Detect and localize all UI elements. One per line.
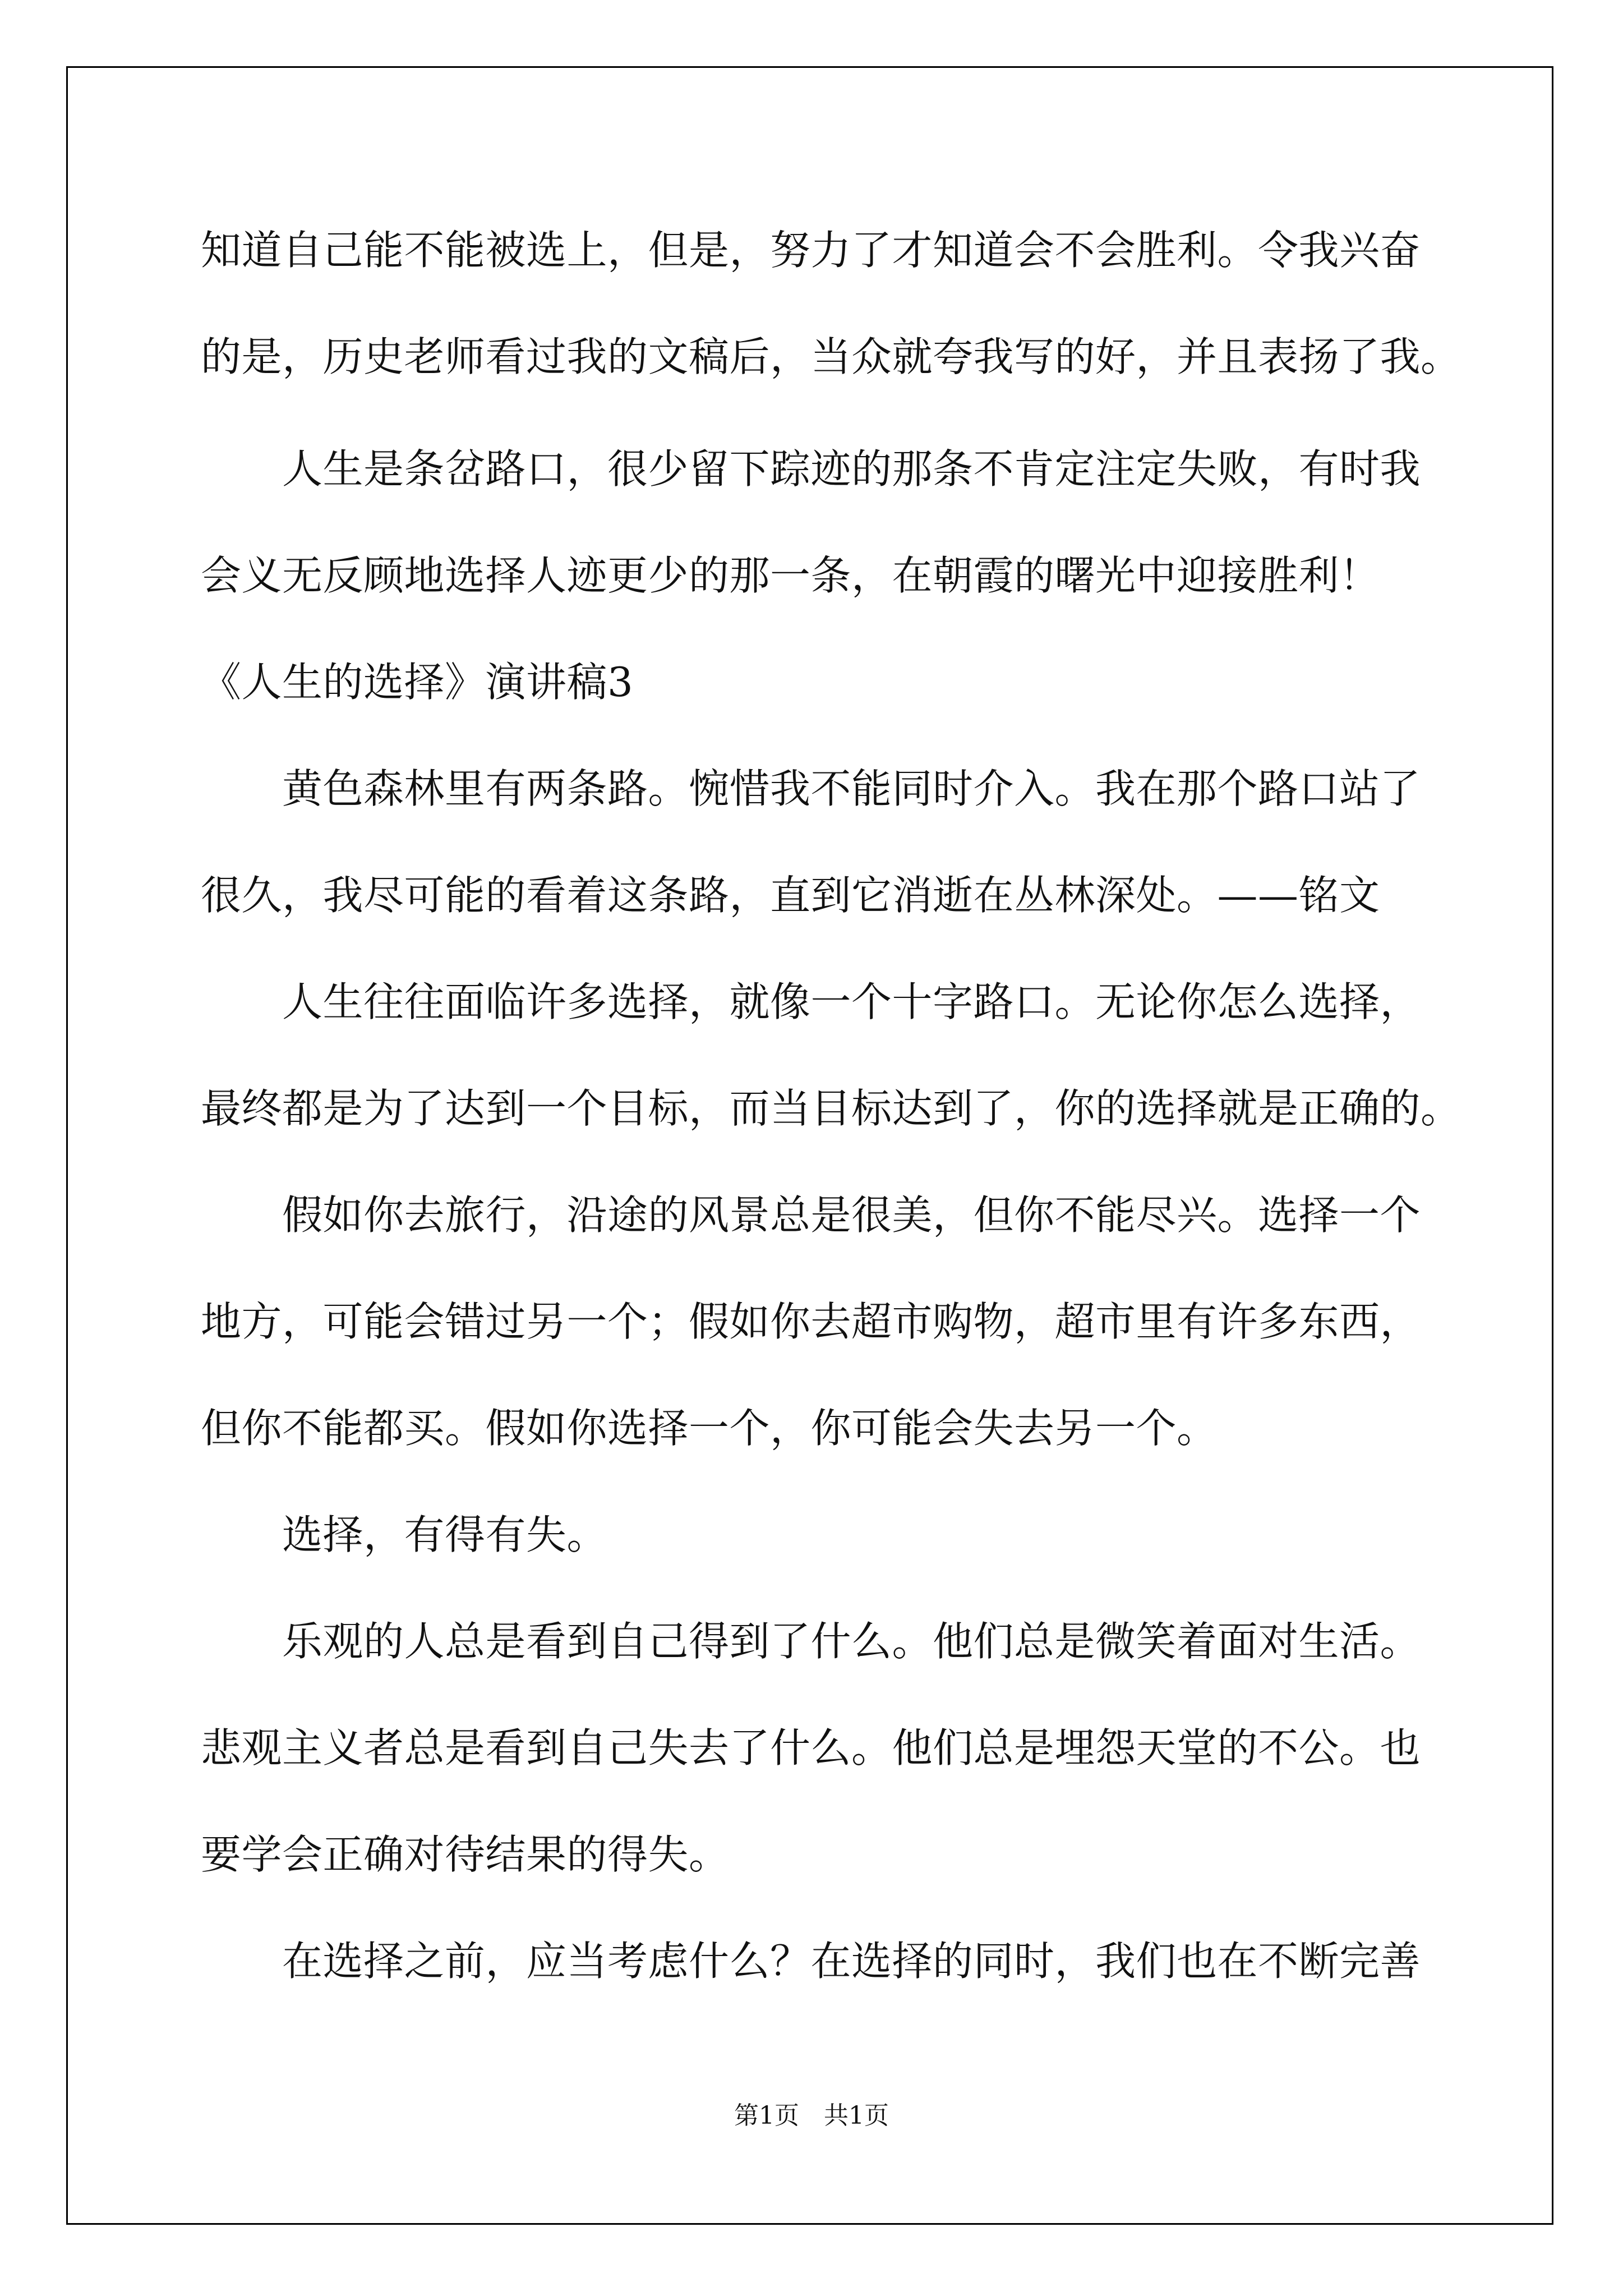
paragraph-line: 地方，可能会错过另一个；假如你去超市购物，超市里有许多东西， [201, 1298, 1421, 1345]
paragraph-line: 乐观的人总是看到自己得到了什么。他们总是微笑着面对生活。 [282, 1618, 1421, 1665]
paragraph-line: 假如你去旅行，沿途的风景总是很美，但你不能尽兴。选择一个 [282, 1191, 1421, 1239]
paragraph-line: 在选择之前，应当考虑什么？在选择的同时，我们也在不断完善 [282, 1938, 1421, 1985]
paragraph-line: 人生往往面临许多选择，就像一个十字路口。无论你怎么选择， [282, 978, 1421, 1025]
section-heading: 《人生的选择》演讲稿3 [201, 659, 634, 706]
paragraph-line: 选择，有得有失。 [282, 1511, 608, 1558]
paragraph-line: 会义无反顾地选择人迹更少的那一条，在朝霞的曙光中迎接胜利！ [201, 552, 1380, 599]
paragraph-line: 但你不能都买。假如你选择一个，你可能会失去另一个。 [201, 1405, 1218, 1452]
page-footer: 第1页 共1页 [734, 2101, 889, 2130]
paragraph-line: 要学会正确对待结果的得失。 [201, 1831, 730, 1878]
paragraph-line: 悲观主义者总是看到自己失去了什么。他们总是埋怨天堂的不公。也 [201, 1724, 1421, 1772]
paragraph-line: 知道自己能不能被选上，但是，努力了才知道会不会胜利。令我兴奋 [201, 227, 1421, 274]
paragraph-line: 的是，历史老师看过我的文稿后，当众就夸我写的好，并且表扬了我。 [201, 333, 1461, 380]
paragraph-line: 黄色森林里有两条路。惋惜我不能同时介入。我在那个路口站了 [282, 765, 1421, 812]
page-border [66, 66, 1553, 2225]
paragraph-line: 人生是条岔路口，很少留下踪迹的那条不肯定注定失败，有时我 [282, 445, 1421, 493]
paragraph-line: 最终都是为了达到一个目标，而当目标达到了，你的选择就是正确的。 [201, 1085, 1461, 1132]
paragraph-line: 很久，我尽可能的看着这条路，直到它消逝在丛林深处。——铭文 [201, 872, 1380, 919]
